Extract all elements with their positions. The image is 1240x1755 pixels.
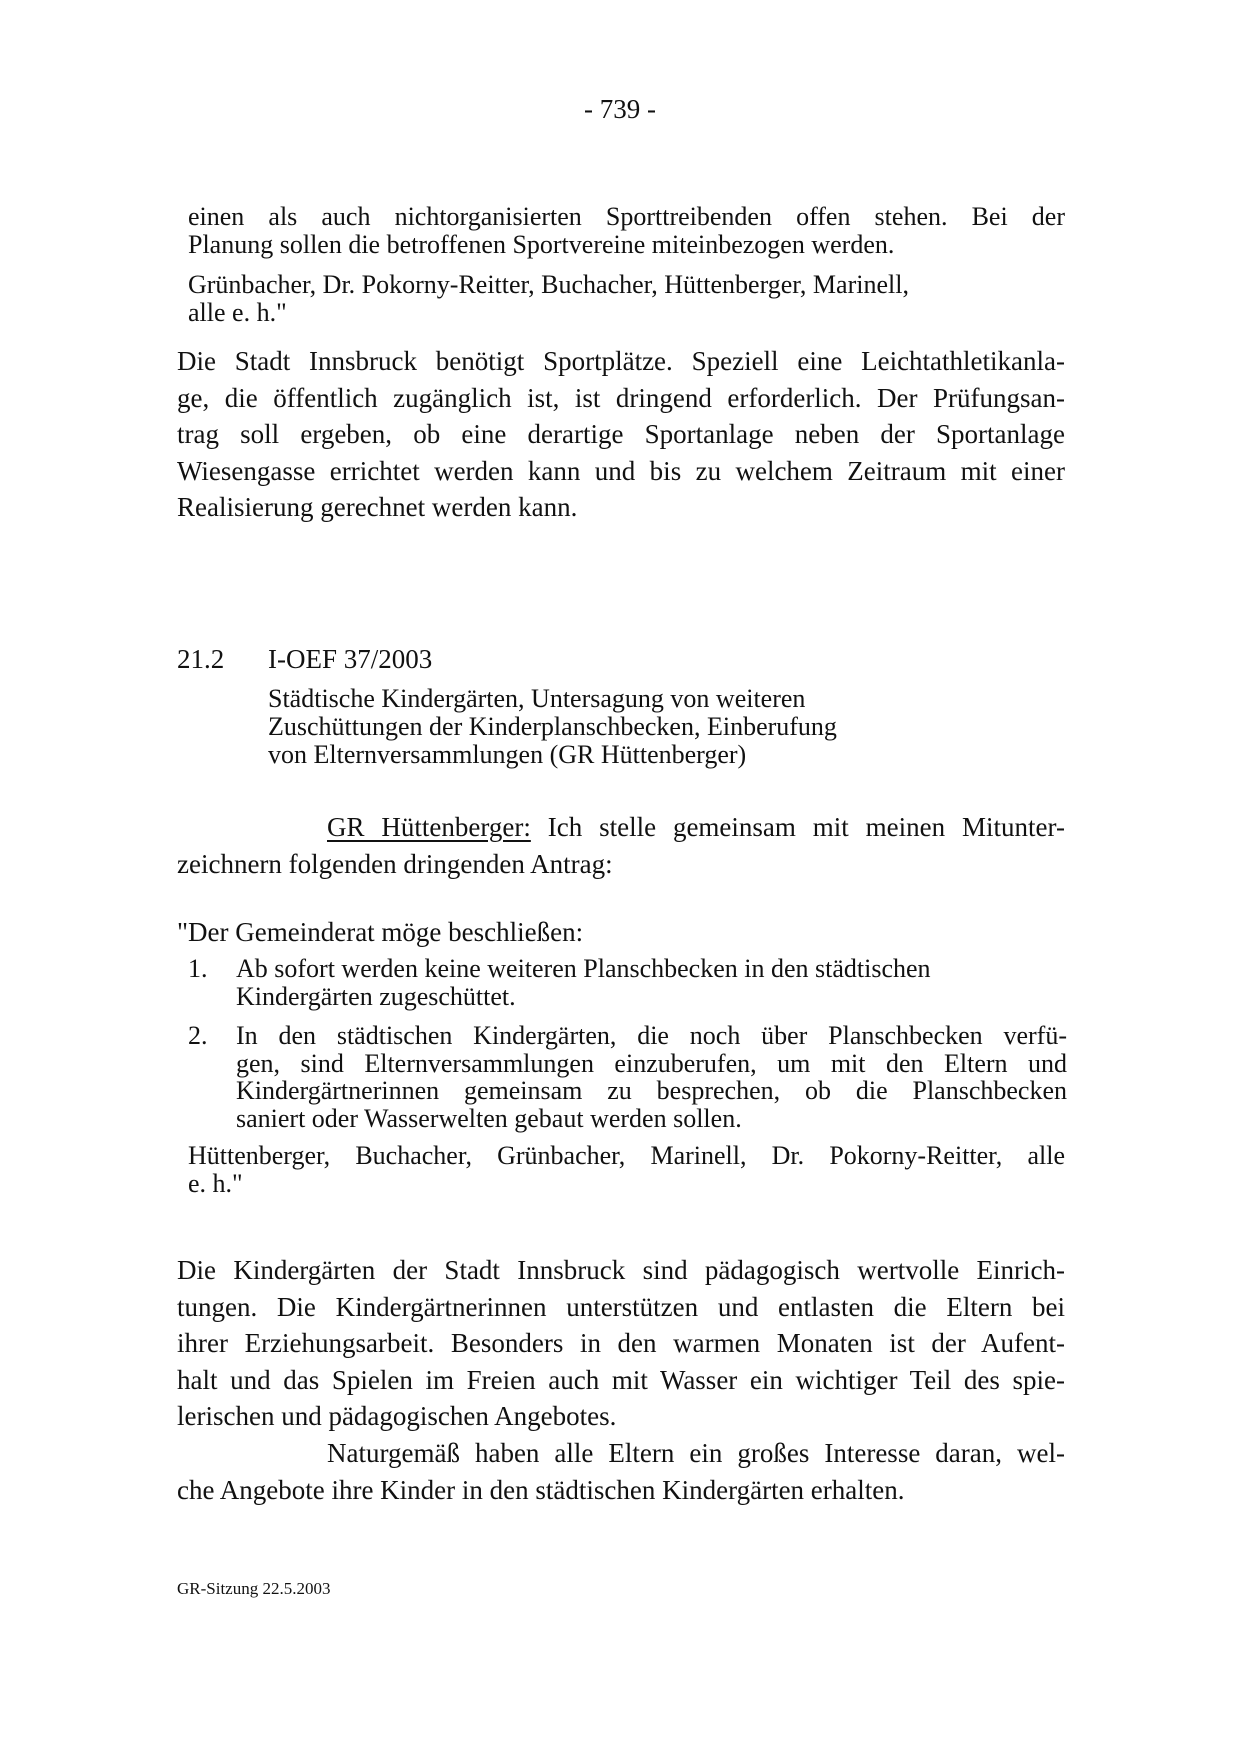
text-line: Kindergärtnerinnen gemeinsam zu besprechen, ob die Planschbecken bbox=[236, 1076, 1067, 1105]
item-number: 2. bbox=[188, 1021, 208, 1050]
text-line: Kindergärten zugeschüttet. bbox=[236, 981, 516, 1011]
item-text bbox=[236, 1022, 1067, 1132]
motion-item bbox=[188, 1022, 1067, 1134]
text-line: Ab sofort werden keine weiteren Planschbecken in den städtischen bbox=[236, 954, 931, 983]
text-line: lerischen und pädagogischen Angebotes. bbox=[177, 1401, 617, 1431]
text-line: halt und das Spielen im Freien auch mit Wasser ein wichtiger Teil des spie- bbox=[177, 1364, 1065, 1395]
text-line: ihrer Erziehungsarbeit. Besonders in den warmen Monaten ist der Aufent- bbox=[177, 1328, 1065, 1358]
text-line: Zuschüttungen der Kinderplanschbecken, Einberufung bbox=[268, 712, 837, 741]
item-number: 1. bbox=[188, 954, 208, 983]
section-title bbox=[268, 685, 1028, 769]
signatories bbox=[188, 1142, 1065, 1198]
text-line: Grünbacher, Dr. Pokorny-Reitter, Buchacher, Hüttenberger, Marinell, bbox=[188, 270, 909, 299]
text-line: Hüttenberger, Buchacher, Grünbacher, Marinell, Dr. Pokorny-Reitter, alle bbox=[188, 1141, 1065, 1170]
text-line: Wiesengasse errichtet werden kann und bis zu welchem Zeitraum mit einer bbox=[177, 455, 1065, 486]
speech-second-line: zeichnern folgenden dringenden Antrag: bbox=[177, 849, 613, 879]
text-line: Realisierung gerechnet werden kann. bbox=[177, 492, 578, 522]
text-line: e. h." bbox=[188, 1169, 243, 1198]
speaker-name: GR Hüttenberger: bbox=[327, 812, 531, 842]
text-line: Städtische Kindergärten, Untersagung von weiteren bbox=[268, 684, 806, 713]
text-line: Planung sollen die betroffenen Sportvereine miteinbezogen werden. bbox=[188, 230, 895, 259]
text-line: trag soll ergeben, ob eine derartige Sportanlage neben der Sportanlage bbox=[177, 419, 1065, 449]
text-line: einen als auch nichtorganisierten Sporttreibenden offen stehen. Bei der bbox=[188, 202, 1065, 231]
motion-item bbox=[188, 955, 1067, 1011]
text-line: Die Stadt Innsbruck benötigt Sportplätze. Speziell eine Leichtathletikanla- bbox=[177, 346, 1065, 376]
section-number: 21.2 bbox=[177, 644, 225, 674]
page-footer: GR-Sitzung 22.5.2003 bbox=[177, 1579, 331, 1598]
text-line: tungen. Die Kindergärtnerinnen unterstützen und entlasten die Eltern bei bbox=[177, 1291, 1065, 1322]
text-line: Naturgemäß haben alle Eltern ein großes Interesse daran, wel- bbox=[327, 1438, 1065, 1468]
speech-first-line bbox=[327, 809, 1065, 846]
body-paragraph bbox=[177, 343, 1065, 526]
quoted-motion-end bbox=[188, 203, 1065, 259]
text-line: von Elternversammlungen (GR Hüttenberger) bbox=[268, 740, 747, 769]
text-line: Die Kindergärten der Stadt Innsbruck sind pädagogisch wertvolle Einrich- bbox=[177, 1255, 1065, 1285]
page-number: - 739 - bbox=[584, 94, 656, 124]
text-line: saniert oder Wasserwelten gebaut werden sollen. bbox=[236, 1103, 742, 1133]
text-line: alle e. h." bbox=[188, 298, 287, 327]
speech-text: Ich stelle gemeinsam mit meinen Mitunter- bbox=[530, 812, 1065, 842]
item-text bbox=[236, 955, 1067, 1010]
signatories bbox=[188, 271, 1065, 327]
body-paragraph bbox=[177, 1252, 1065, 1435]
text-line: ge, die öffentlich zugänglich ist, ist dringend erforderlich. Der Prüfungsan- bbox=[177, 382, 1065, 413]
text-line: gen, sind Elternversammlungen einzuberufen, um mit den Eltern und bbox=[236, 1048, 1067, 1078]
section-code: I-OEF 37/2003 bbox=[268, 644, 433, 674]
text-line: che Angebote ihre Kinder in den städtischen Kindergärten erhalten. bbox=[177, 1475, 905, 1505]
text-line: In den städtischen Kindergärten, die noch über Planschbecken verfü- bbox=[236, 1021, 1067, 1050]
motion-intro: "Der Gemeinderat möge beschließen: bbox=[177, 917, 584, 947]
